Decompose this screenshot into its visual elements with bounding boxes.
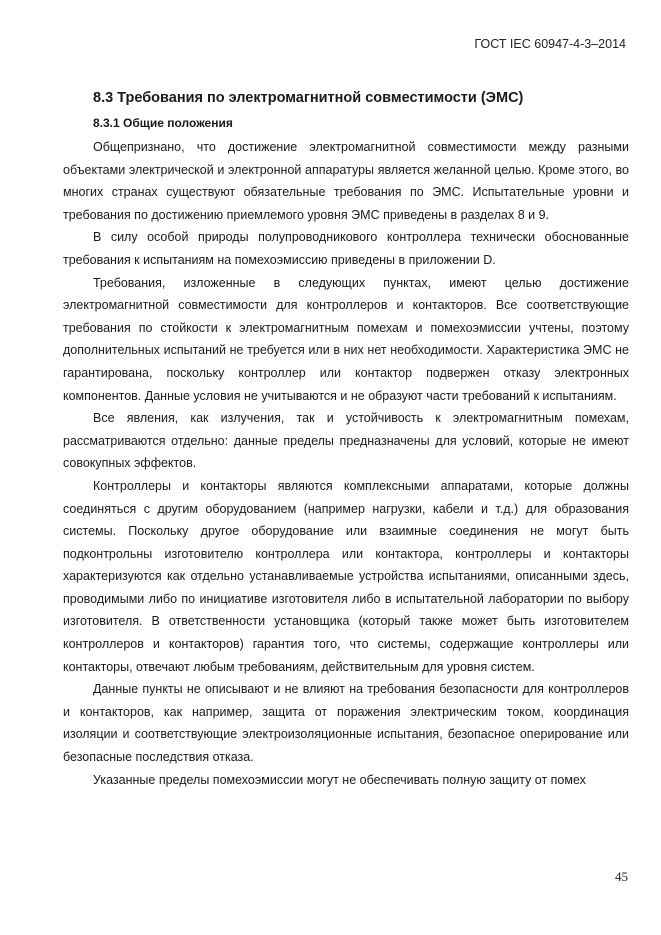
paragraph: Контроллеры и контакторы являются комплексными аппаратами, которые должны соединяться с другим оборудованием (например нагрузки, кабели и т.д.) для образования системы. Поскольку другое оборудование или взаимные соединения не могут быть подконтрольны изготовителю контроллера или контактора, контроллеры и контакторы характеризуются как отдельно устанавливаемые устройства испытаниями, описанными здесь, проводимыми либо по инициативе изготовителя либо в испытательной лаборатории по выбору изготовителя. В ответственности установщика (который также может быть изготовителем контроллеров и контакторов) гарантия того, что системы, содержащие контроллеры или контакторы, отвечают любым требованиям, действительным для уровня систем. xyxy=(63,478,629,674)
page-number: 45 xyxy=(615,869,628,884)
paragraph: Требования, изложенные в следующих пунктах, имеют целью достижение электромагнитной совместимости для контроллеров и контакторов. Все соответствующие требования по стойкости к электромагнитным помехам и помехоэмиссии учтены, поэтому дополнительных испытаний не требуется или в них нет необходимости. Характеристика ЭМС не гарантирована, поскольку контроллер или контактор подвержен отказу электронных компонентов. Данные условия не учитываются и не образуют части требований к испытаниям. xyxy=(63,275,629,403)
paragraph: Общепризнано, что достижение электромагнитной совместимости между разными объектами электрической и электронной аппаратуры является желанной целью. Кроме этого, во многих странах существуют обязательные требования по ЭМС. Испытательные уровни и требования по достижению приемлемого уровня ЭМС приведены в разделах 8 и 9. xyxy=(63,140,629,222)
paragraph: Все явления, как излучения, так и устойчивость к электромагнитным помехам, рассматриваются отдельно: данные пределы предназначены для условий, которые не имеют совокупных эффектов. xyxy=(63,411,629,471)
section-title: 8.3 Требования по электромагнитной совместимости (ЭМС) xyxy=(93,90,524,106)
paragraph: Данные пункты не описывают и не влияют на требования безопасности для контроллеров и контакторов, как например, защита от поражения электрическим током, координация изоляции и соответствующие электроизоляционные испытания, безопасное оперирование или безопасные последствия отказа. xyxy=(63,682,629,765)
paragraph: В силу особой природы полупроводникового контроллера технически обоснованные требования к испытаниям на помехоэмиссию приведены в приложении D. xyxy=(63,230,629,267)
paragraph: Указанные пределы помехоэмиссии могут не обеспечивать полную защиту от помех xyxy=(93,772,586,787)
subsection-title: 8.3.1 Общие положения xyxy=(93,116,233,130)
document-body xyxy=(63,88,629,791)
document-header: ГОСТ IEC 60947-4-3–2014 xyxy=(474,37,626,51)
